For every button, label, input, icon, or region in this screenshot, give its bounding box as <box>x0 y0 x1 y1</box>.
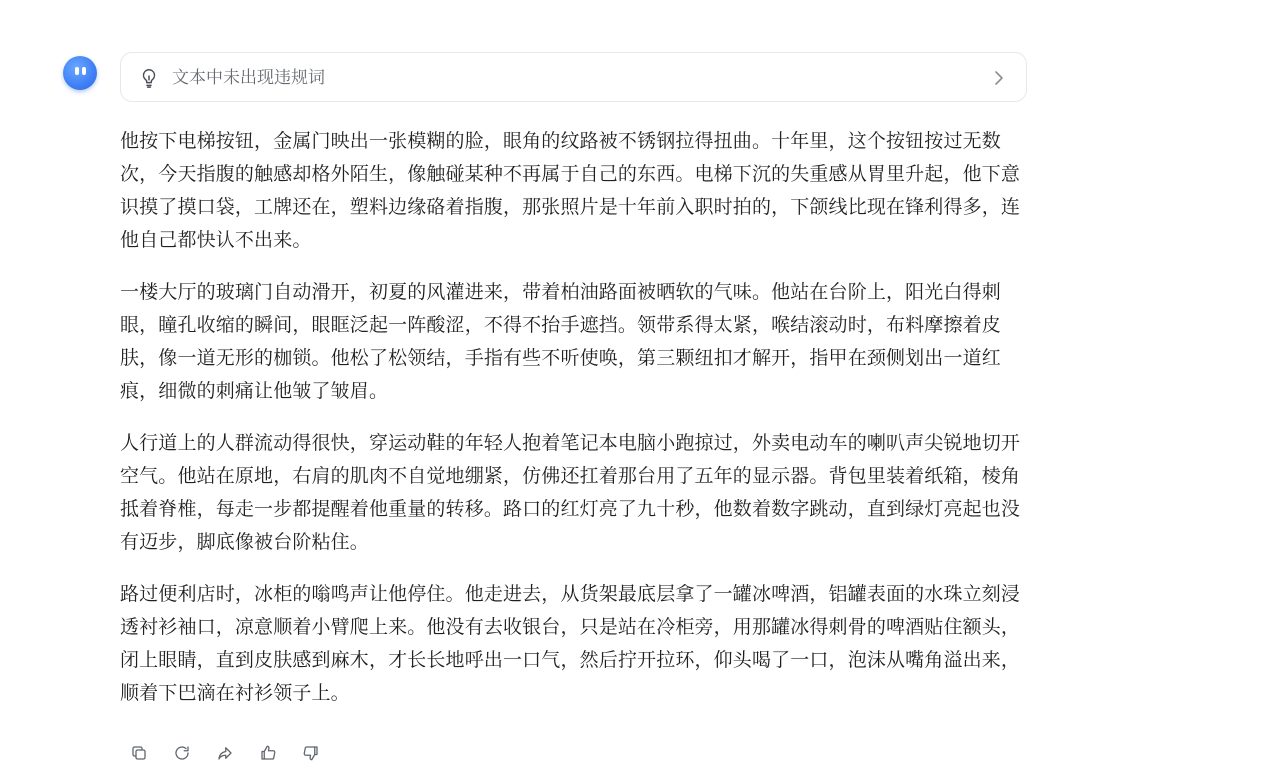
paragraph-3: 人行道上的人群流动得很快，穿运动鞋的年轻人抱着笔记本电脑小跑掠过，外卖电动车的喇叭声尖锐地切开空气。他站在原地，右肩的肌肉不自觉地绷紧，仿佛还扛着那台用了五年的显示器。背包里装着纸箱，棱角抵着脊椎，每走一步都提醒着他重量的转移。路口的红灯亮了九十秒，他数着数字跳动，直到绿灯亮起也没有迈步，脚底像被台阶粘住。 <box>120 432 1021 553</box>
paragraph-4: 路过便利店时，冰柜的嗡鸣声让他停住。他走进去，从货架最底层拿了一罐冰啤酒，铝罐表面的水珠立刻浸透衬衫袖口，凉意顺着小臂爬上来。他没有去收银台，只是站在冷柜旁，用那罐冰得刺骨的啤酒贴住额头，闭上眼睛，直到皮肤感到麻木，才长长地呼出一口气，然后拧开拉环，仰头喝了一口，泡沫从嘴角溢出来，顺着下巴滴在衬衫领子上。 <box>120 583 1021 704</box>
share-button[interactable] <box>212 740 238 766</box>
assistant-avatar <box>63 56 97 90</box>
thumbs-down-icon <box>302 744 320 762</box>
share-icon <box>216 744 234 762</box>
avatar-eye-right <box>82 67 86 75</box>
response-content <box>120 125 1030 729</box>
copy-icon <box>130 744 148 762</box>
avatar-eye-left <box>75 67 79 75</box>
regenerate-icon <box>173 744 191 762</box>
copy-button[interactable] <box>126 740 152 766</box>
lightbulb-icon <box>138 67 160 89</box>
chevron-right-icon <box>992 70 1006 86</box>
content-check-notice[interactable] <box>120 52 1027 102</box>
thumbs-up-icon <box>259 744 277 762</box>
message-actions <box>126 740 324 766</box>
notice-text: 文本中未出现违规词 <box>172 68 325 88</box>
paragraph-2: 一楼大厅的玻璃门自动滑开，初夏的风灌进来，带着柏油路面被晒软的气味。他站在台阶上，阳光白得刺眼，瞳孔收缩的瞬间，眼眶泛起一阵酸涩，不得不抬手遮挡。领带系得太紧，喉结滚动时，布料摩擦着皮肤，像一道无形的枷锁。他松了松领结，手指有些不听使唤，第三颗纽扣才解开，指甲在颈侧划出一道红痕，细微的刺痛让他皱了皱眉。 <box>120 281 1001 402</box>
paragraph-1: 他按下电梯按钮，金属门映出一张模糊的脸，眼角的纹路被不锈钢拉得扭曲。十年里，这个按钮按过无数次，今天指腹的触感却格外陌生，像触碰某种不再属于自己的东西。电梯下沉的失重感从胃里升起，他下意识摸了摸口袋，工牌还在，塑料边缘硌着指腹，那张照片是十年前入职时拍的，下颌线比现在锋利得多，连他自己都快认不出来。 <box>120 130 1021 251</box>
regenerate-button[interactable] <box>169 740 195 766</box>
dislike-button[interactable] <box>298 740 324 766</box>
like-button[interactable] <box>255 740 281 766</box>
